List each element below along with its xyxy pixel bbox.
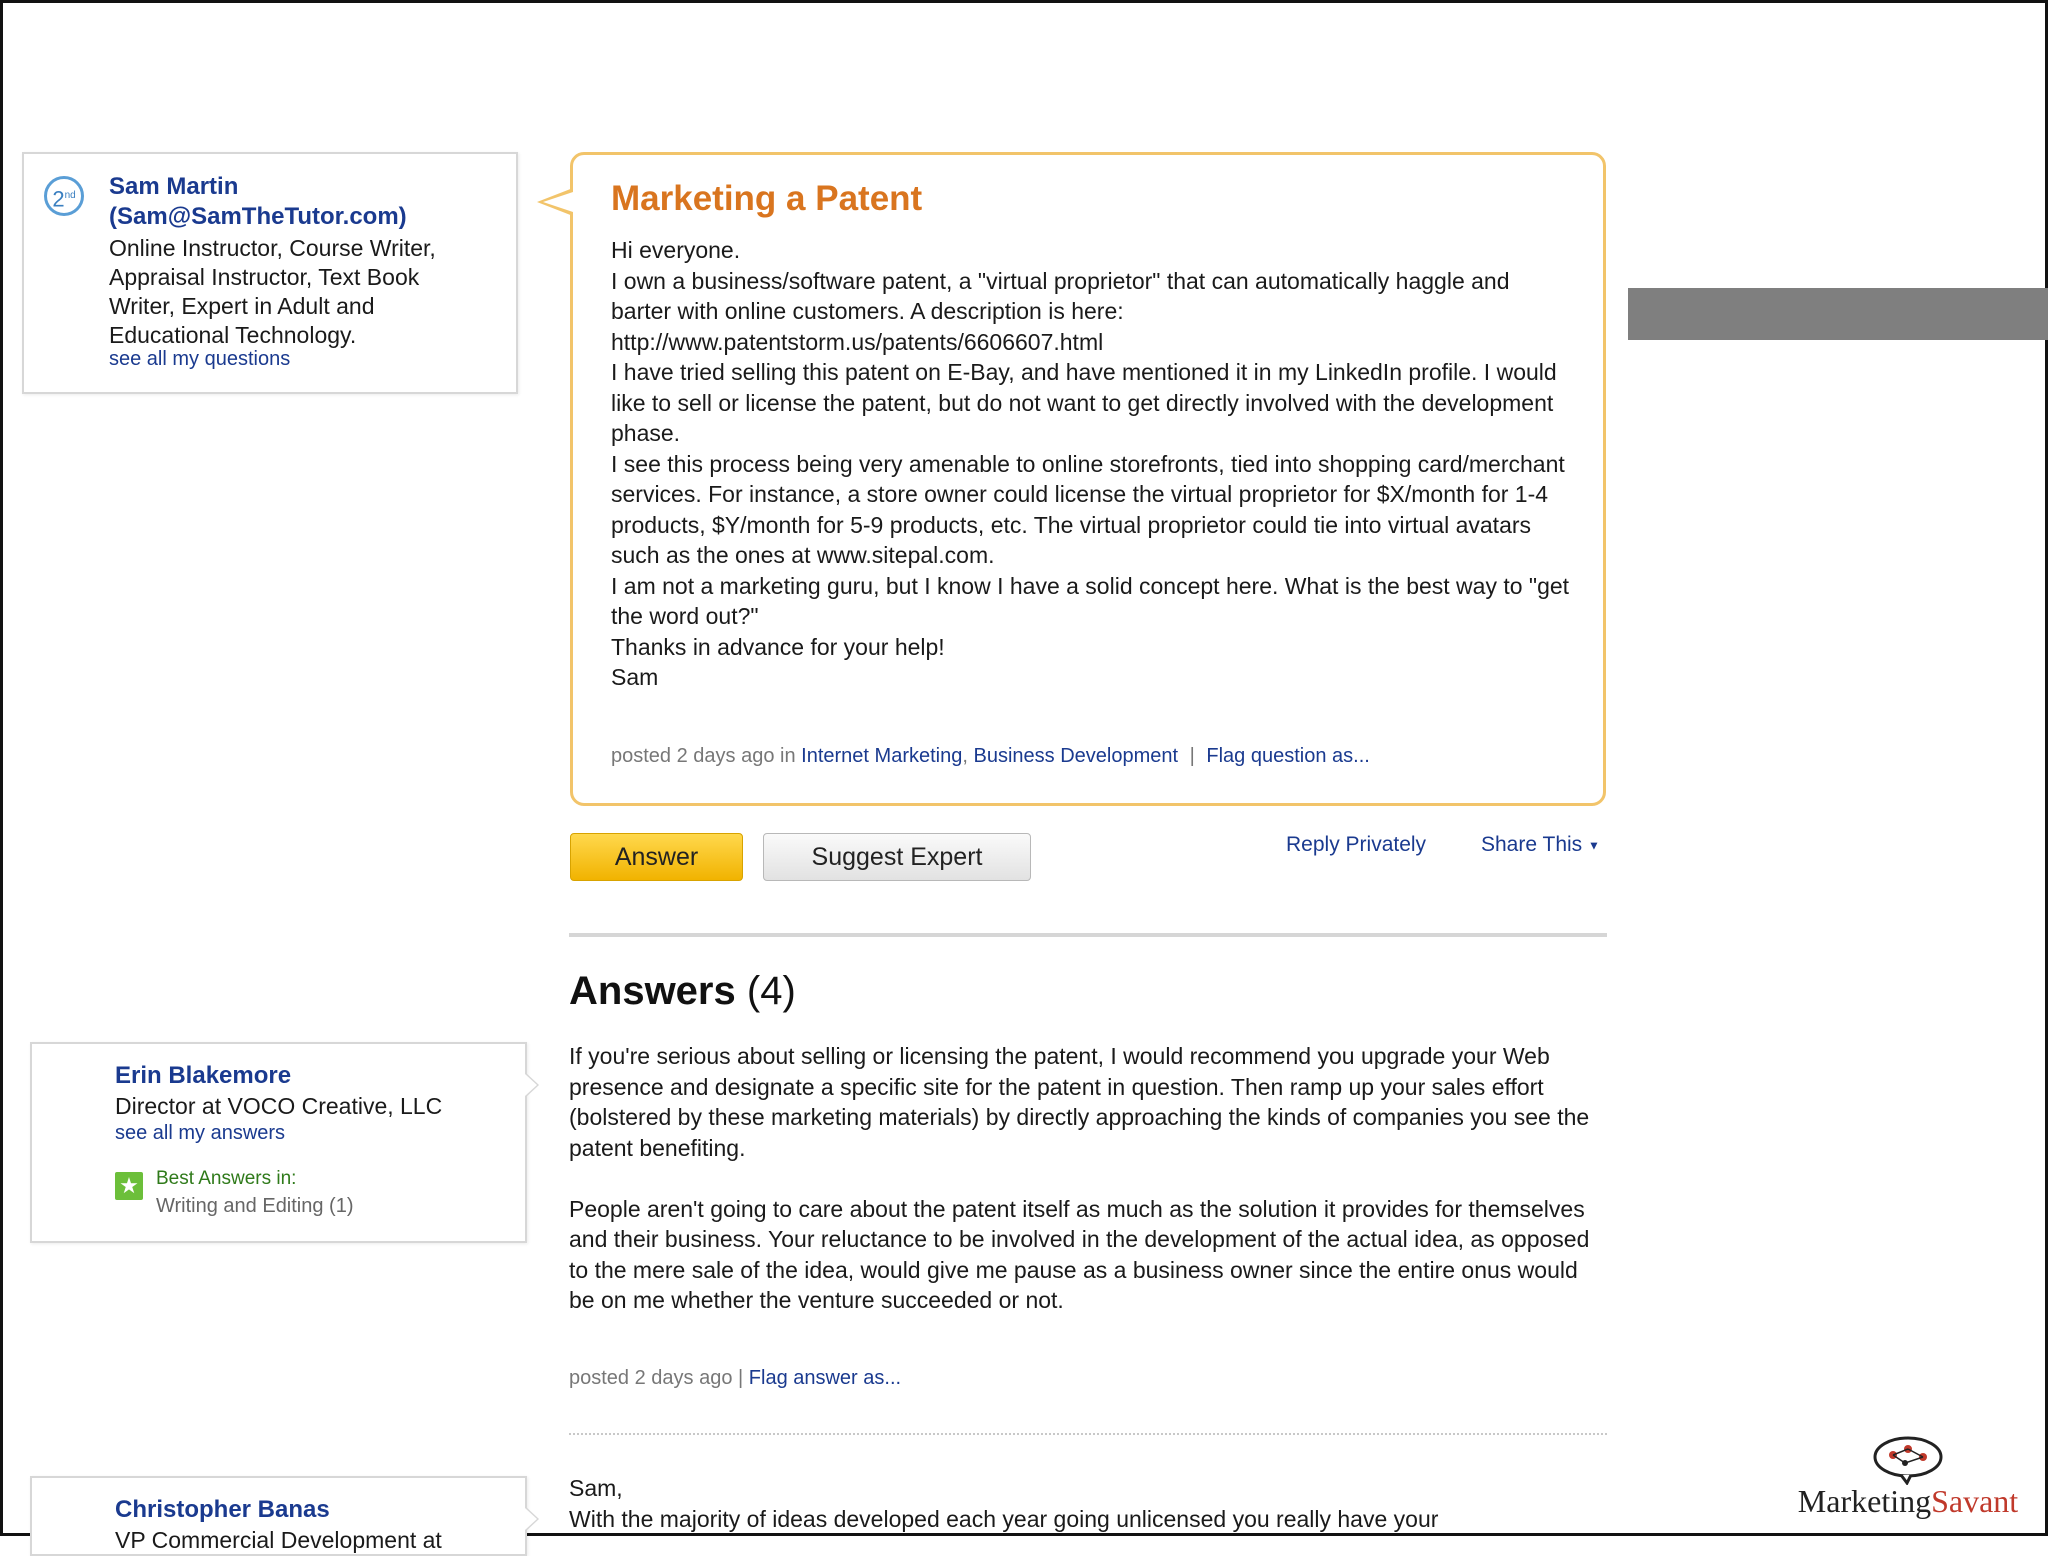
- marketing-savant-logo: [1783, 1435, 2033, 1519]
- answerer-headline: VP Commercial Development at: [115, 1527, 442, 1553]
- card-tail-inner: [525, 1074, 537, 1096]
- category-business-development-link[interactable]: Business Development: [973, 745, 1179, 767]
- best-answers-value: Writing and Editing (1): [156, 1195, 354, 1217]
- question-meta: posted 2 days ago in Internet Marketing, Business Development | Flag question as...: [611, 745, 1370, 767]
- question-line: I see this process being very amenable to online storefronts, tied into shopping card/merchant services. For instance, a store owner could license the virtual proprietor for $X/month for 1-4 products, $Y/month for 5-9 products, etc. The virtual proprietor could tie into virtual avatars such as the ones at www.sitepal.com.: [611, 450, 1565, 568]
- see-all-questions-link[interactable]: see all my questions: [109, 348, 291, 370]
- answers-heading: Answers (4): [569, 969, 796, 1013]
- answer-meta: [569, 1367, 901, 1390]
- question-line: Thanks in advance for your help!: [611, 633, 945, 660]
- question-bubble: [570, 152, 1606, 806]
- answerer-card: [30, 1476, 527, 1556]
- answerer-name-link[interactable]: Erin Blakemore: [115, 1062, 292, 1089]
- answer-body: [569, 1041, 1609, 1316]
- connection-degree-icon: 2nd: [44, 176, 84, 216]
- best-answer-star-icon: ★: [115, 1172, 143, 1200]
- answer-divider: [569, 1433, 1607, 1435]
- question-line: I have tried selling this patent on E-Bay, and have mentioned it in my LinkedIn profile. I would like to sell or license the patent, but do not want to get directly involved with the development phase.: [611, 359, 1557, 446]
- question-body: [611, 235, 1571, 693]
- answerer-headline: Director at VOCO Creative, LLC: [115, 1093, 443, 1119]
- suggest-expert-button[interactable]: Suggest Expert: [763, 833, 1031, 881]
- answer-paragraph: People aren't going to care about the patent itself as much as the solution it provides for themselves and their business. Your reluctance to be involved in the development of the actual idea, as opposed to the mere sale of the idea, would give me pause as a business owner since the entire onus would be on me whether the venture succeeded or not.: [569, 1195, 1590, 1313]
- answerer-name-link[interactable]: Christopher Banas: [115, 1496, 330, 1523]
- flag-question-link[interactable]: Flag question as...: [1206, 745, 1370, 767]
- posted-label: posted 2 days ago in: [611, 745, 796, 767]
- question-line: I am not a marketing guru, but I know I have a solid concept here. What is the best way to "get the word out?": [611, 572, 1570, 629]
- answer-button[interactable]: Answer: [570, 833, 743, 881]
- question-line: Hi everyone.: [611, 237, 741, 263]
- answer-paragraph: With the majority of ideas developed each year going unlicensed you really have your: [569, 1505, 1439, 1532]
- best-answers-label: Best Answers in:: [156, 1168, 297, 1189]
- speech-bubble-icon: [1783, 1435, 2033, 1485]
- caret-down-icon: ▼: [1588, 838, 1600, 853]
- category-internet-marketing-link[interactable]: Internet Marketing: [801, 745, 963, 767]
- section-divider: [569, 933, 1607, 937]
- side-bar-decoration: [1628, 288, 2048, 340]
- logo-text: MarketingSavant: [1797, 1483, 2019, 1519]
- answer-body: [569, 1473, 1609, 1534]
- answers-count: (4): [746, 969, 796, 1013]
- question-line: Sam: [611, 664, 659, 690]
- answer-paragraph: If you're serious about selling or licensing the patent, I would recommend you upgrade your Web presence and designate a specific site for the patent in question. Then ramp up your sales effort (bolstered by these marketing materials) by directly approaching the kinds of companies you see the patent benefiting.: [569, 1043, 1590, 1161]
- answerer-card: [30, 1042, 527, 1243]
- share-this-link[interactable]: Share This ▼: [1481, 833, 1600, 856]
- asker-card: [22, 152, 518, 394]
- question-line: I own a business/software patent, a "virtual proprietor" that can automatically haggle and barter with online customers. A description is here:: [611, 267, 1510, 324]
- asker-headline: Online Instructor, Course Writer, Appraisal Instructor, Text Book Writer, Expert in Adult and Educational Technology.: [109, 235, 436, 348]
- answer-posted-label: posted 2 days ago |: [569, 1367, 744, 1389]
- card-tail-inner: [525, 1508, 537, 1530]
- question-title: Marketing a Patent: [611, 179, 923, 218]
- answer-paragraph: Sam,: [569, 1475, 623, 1501]
- question-line: http://www.patentstorm.us/patents/6606607.html: [611, 328, 1104, 355]
- see-all-answers-link[interactable]: see all my answers: [115, 1122, 286, 1144]
- flag-answer-link[interactable]: Flag answer as...: [748, 1367, 902, 1389]
- asker-name-link[interactable]: Sam Martin (Sam@SamTheTutor.com): [109, 173, 407, 230]
- reply-privately-link[interactable]: Reply Privately: [1286, 833, 1427, 856]
- bubble-tail-inner: [543, 192, 573, 212]
